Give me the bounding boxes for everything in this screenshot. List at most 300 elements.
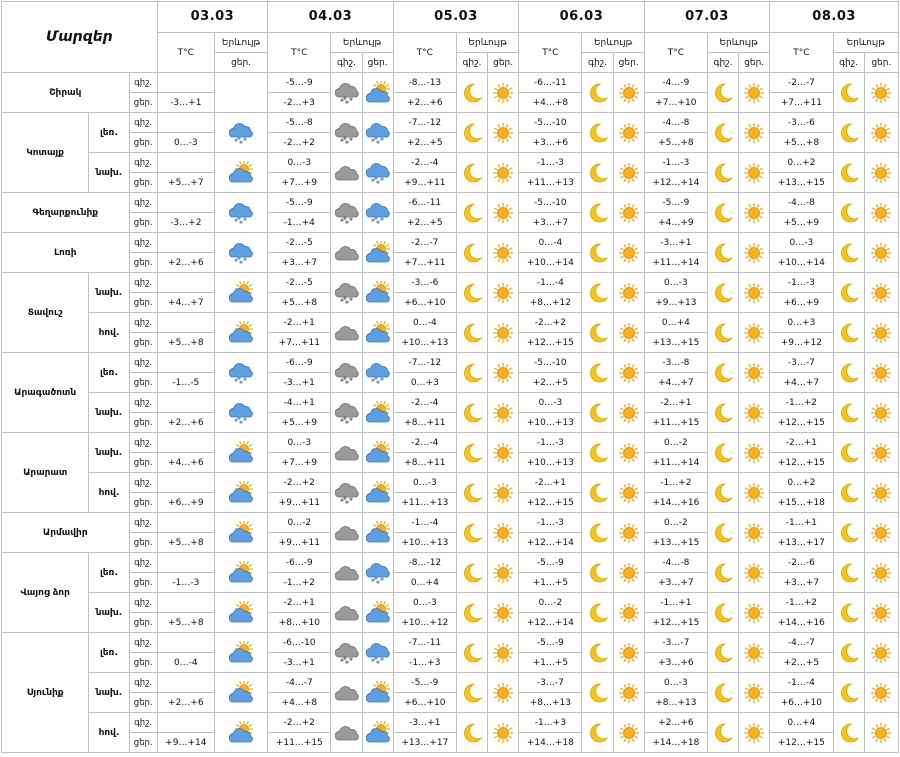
moon-icon [460,681,484,705]
moon-icon [460,441,484,465]
temperature-cell: -2…-4 [393,153,456,173]
phenomenon-cell [582,233,613,273]
temperature-cell: -2…-5 [268,273,331,293]
phenomenon-cell [488,313,519,353]
temperature-cell: -1…+2 [770,393,833,413]
phenomenon-cell [739,113,770,153]
temperature-cell: +2…+6 [644,713,707,733]
phenomenon-cell [331,513,362,553]
svg-text:✱: ✱ [373,215,378,222]
temp-col-header: T°C [268,33,331,73]
svg-text:✱: ✱ [373,175,378,182]
phenomenon-cell [456,633,487,673]
temperature-cell [157,593,214,613]
moon-icon [837,201,861,225]
time-of-day: ցեր. [129,333,157,353]
altitude-zone: նախ. [89,673,129,713]
phenomenon-cell [456,673,487,713]
temperature-cell: -5…-10 [519,193,582,213]
temperature-cell: -1…+3 [393,653,456,673]
svg-text:✱: ✱ [236,255,242,262]
date-header: 03.03 [157,2,267,33]
table-row [2,193,899,213]
svg-text:✱: ✱ [370,217,375,224]
temperature-cell: -1…+1 [770,513,833,533]
svg-text:✱: ✱ [379,136,384,143]
sun-icon [742,161,766,185]
temperature-cell: +6…+10 [393,293,456,313]
moon-icon [711,121,735,145]
temperature-cell: +12…+15 [770,733,833,753]
temperature-cell: +5…+8 [770,133,833,153]
moon-icon [586,281,610,305]
phenomenon-cell [582,473,613,513]
sun-icon [869,361,893,385]
region-name: Լոռի [2,233,130,273]
phenomenon-cell [707,593,738,633]
temperature-cell [157,393,214,413]
phenomenon-cell [331,713,362,753]
phenomenon-cell [739,273,770,313]
temperature-cell: +8…+13 [519,693,582,713]
svg-text:✱: ✱ [242,256,248,263]
phenomenon-cell [613,553,644,593]
moon-icon [586,201,610,225]
temperature-cell: 0…-2 [644,513,707,533]
region-name: Շիրակ [2,73,130,113]
temperature-cell: +3…+7 [519,213,582,233]
phenomenon-cell [362,433,393,473]
phenomenon-cell [739,633,770,673]
phenomenon-cell [214,713,267,753]
time-of-day: գիշ. [129,73,157,93]
moon-icon [460,601,484,625]
temperature-cell: 0…-3 [644,673,707,693]
phenomenon-cell [707,473,738,513]
phenomenon-cell [362,353,393,393]
phenomenon-cell [331,73,362,113]
moon-icon [460,161,484,185]
phenomenon-cell [613,473,644,513]
sun-icon [617,321,641,345]
temperature-cell [157,433,214,453]
temperature-cell: -2…-6 [770,553,833,573]
sun-cloud-icon [366,521,390,545]
sun-icon [869,721,893,745]
moon-icon [586,681,610,705]
phenomenon-cell [707,553,738,593]
sun-cloud-icon [229,641,253,665]
temperature-cell: +3…+7 [644,573,707,593]
phenomenon-cell [488,153,519,193]
temperature-cell [157,713,214,733]
sun-cloud-icon [366,241,390,265]
table-row [2,393,899,413]
temperature-cell: +12…+15 [770,453,833,473]
phenomenon-cell [331,393,362,433]
temperature-cell: +4…+7 [644,373,707,393]
snow-cloud-icon [229,121,253,145]
temperature-cell [157,673,214,693]
phenomenon-cell [362,313,393,353]
temperature-cell: -1…-3 [157,573,214,593]
phenomenon-cell [488,673,519,713]
temperature-cell: -3…-7 [519,673,582,693]
sun-cloud-icon [229,521,253,545]
night-col-header: գիշ. [331,53,362,73]
temperature-cell: +9…+14 [157,733,214,753]
temperature-cell: -1…+2 [268,573,331,593]
temperature-cell: +3…+6 [644,653,707,673]
day-col-header: ցեր. [362,53,393,73]
time-of-day: ցեր. [129,133,157,153]
sun-icon [617,81,641,105]
time-of-day: ցեր. [129,693,157,713]
altitude-zone: լեռ. [89,113,129,153]
moon-icon [837,121,861,145]
snow-cloud-icon [229,401,253,425]
moon-icon [711,441,735,465]
temperature-cell: -3…+1 [268,373,331,393]
phenomenon-cell [456,713,487,753]
phenomenon-cell [707,353,738,393]
phenomenon-cell [707,313,738,353]
moon-icon [460,361,484,385]
svg-text:✱: ✱ [344,659,349,665]
temperature-cell: +8…+11 [393,453,456,473]
moon-icon [711,161,735,185]
phenomenon-cell [456,553,487,593]
phenomenon-cell [331,313,362,353]
sun-icon [617,201,641,225]
snow-cloud-icon [366,561,390,585]
temperature-cell: +4…+7 [770,373,833,393]
sun-icon [491,521,515,545]
moon-icon [711,721,735,745]
temperature-cell: -2…+2 [268,713,331,733]
snow-cloud-icon [229,361,253,385]
phenomenon-cell [456,233,487,273]
time-of-day: ցեր. [129,493,157,513]
table-row [2,153,899,173]
sun-cloud-icon [229,721,253,745]
temperature-cell [157,153,214,173]
temperature-cell: +8…+13 [644,693,707,713]
svg-text:✱: ✱ [339,417,344,424]
sun-icon [742,81,766,105]
temperature-cell: -1…-3 [519,513,582,533]
sun-icon [869,601,893,625]
temperature-cell: +13…+17 [393,733,456,753]
temperature-cell: -2…-7 [770,73,833,93]
sun-cloud-icon [366,321,390,345]
date-header: 05.03 [393,2,519,33]
altitude-zone: նախ. [89,433,129,473]
moon-icon [460,241,484,265]
sun-cloud-icon [229,681,253,705]
phenomenon-cell [456,393,487,433]
temperature-cell: -6…-10 [268,633,331,653]
time-of-day: գիշ. [129,473,157,493]
table-row [2,673,899,693]
phenomenon-cell [833,713,864,753]
sun-cloud-icon [366,441,390,465]
temperature-cell: -3…+1 [644,233,707,253]
time-of-day: գիշ. [129,233,157,253]
region-name: Վայոց ձոր [2,553,89,633]
moon-icon [460,401,484,425]
sun-icon [742,721,766,745]
moon-icon [837,681,861,705]
table-row [2,73,899,93]
phenomenon-cell [864,353,898,393]
svg-text:✱: ✱ [379,656,384,663]
svg-text:✱: ✱ [344,379,349,385]
phenomenon-cell [362,673,393,713]
phenomenon-cell [214,193,267,233]
sun-icon [617,441,641,465]
time-of-day: ցեր. [129,653,157,673]
sun-icon [491,161,515,185]
moon-icon [837,521,861,545]
phenomenon-cell [739,553,770,593]
moon-icon [711,401,735,425]
svg-text:✱: ✱ [348,136,353,143]
sun-icon [617,641,641,665]
phenomenon-cell [864,193,898,233]
phenomenon-cell [864,593,898,633]
temperature-cell [157,513,214,533]
date-header: 06.03 [519,2,645,33]
sun-icon [491,401,515,425]
phenomenon-cell [833,153,864,193]
phenomenon-cell [362,233,393,273]
sun-cloud-icon [229,281,253,305]
altitude-zone: հով. [89,473,129,513]
grey-cloud-snow-icon [335,481,359,505]
temperature-cell: -1…+1 [644,593,707,613]
svg-text:✱: ✱ [379,376,384,383]
temperature-cell: -2…+1 [770,433,833,453]
temperature-cell: -6…-9 [268,353,331,373]
temperature-cell: -3…+1 [393,713,456,733]
temperature-cell: 0…+2 [770,473,833,493]
time-of-day: ցեր. [129,733,157,753]
phenomenon-cell [707,273,738,313]
moon-icon [460,81,484,105]
temperature-cell: 0…-2 [519,593,582,613]
table-row [2,713,899,733]
phenomenon-cell [833,273,864,313]
temperature-cell: +1…+5 [519,573,582,593]
phenomenon-cell [739,153,770,193]
phenomenon-cell [707,393,738,433]
phenomenon-cell [613,113,644,153]
temperature-cell: -3…-7 [644,633,707,653]
temperature-cell: 0…-2 [268,513,331,533]
sun-cloud-icon [366,601,390,625]
sun-cloud-icon [229,441,253,465]
phenomenon-cell [613,193,644,233]
time-of-day: գիշ. [129,153,157,173]
phenomenon-cell [582,633,613,673]
sun-icon [742,401,766,425]
svg-text:✱: ✱ [344,299,349,305]
temperature-cell: +11…+15 [268,733,331,753]
phenomenon-cell [739,73,770,113]
moon-icon [837,561,861,585]
temperature-cell: -5…-9 [393,673,456,693]
sun-icon [617,361,641,385]
sun-icon [617,601,641,625]
moon-icon [586,81,610,105]
temperature-cell: +2…+5 [393,133,456,153]
svg-text:✱: ✱ [342,215,347,222]
snow-cloud-icon [366,121,390,145]
phenomenon-cell [613,153,644,193]
phenomenon-cell [833,673,864,713]
phenomenon-cell [331,473,362,513]
time-of-day: գիշ. [129,553,157,573]
phenomenon-cell [864,633,898,673]
phenomenon-cell [739,233,770,273]
grey-cloud-snow-icon [335,281,359,305]
moon-icon [711,201,735,225]
phenomenon-cell [488,353,519,393]
svg-text:✱: ✱ [373,135,378,142]
temperature-cell: +2…+5 [393,213,456,233]
phenomenon-cell [582,553,613,593]
sun-icon [742,241,766,265]
temperature-cell: +2…+6 [393,93,456,113]
table-row [2,513,899,533]
phenomenon-cell [456,113,487,153]
temperature-cell: 0…-3 [268,153,331,173]
temperature-cell: 0…-3 [157,133,214,153]
temperature-cell: +14…+18 [644,733,707,753]
moon-icon [837,241,861,265]
temperature-cell: -5…-10 [519,353,582,373]
altitude-zone: նախ. [89,273,129,313]
phenomenon-cell [864,553,898,593]
moon-icon [586,321,610,345]
temperature-cell: +2…+6 [157,253,214,273]
phenomenon-cell [864,273,898,313]
temperature-cell: +2…+5 [519,373,582,393]
grey-cloud-snow-icon [335,81,359,105]
sun-icon [617,721,641,745]
moon-icon [586,241,610,265]
temperature-cell: -3…+1 [157,93,214,113]
phenomenon-cell [739,473,770,513]
svg-text:✱: ✱ [233,417,239,424]
temperature-cell: -2…-7 [393,233,456,253]
temperature-cell [157,473,214,493]
moon-icon [837,481,861,505]
phenomenon-cell [488,233,519,273]
moon-icon [711,681,735,705]
svg-text:✱: ✱ [238,139,244,145]
sun-icon [491,641,515,665]
temperature-cell: 0…-4 [157,653,214,673]
phenomenon-col-header: Երևույթ [331,33,393,53]
phenomenon-cell [456,433,487,473]
phenomenon-cell [613,353,644,393]
moon-icon [711,641,735,665]
phenomenon-cell [331,233,362,273]
phenomenon-cell [707,433,738,473]
snow-cloud-icon [366,361,390,385]
moon-icon [711,521,735,545]
temperature-cell: -3…-6 [393,273,456,293]
phenomenon-cell [456,593,487,633]
sun-cloud-icon [366,401,390,425]
moon-icon [837,441,861,465]
phenomenon-cell [739,353,770,393]
time-of-day: գիշ. [129,273,157,293]
phenomenon-cell [707,113,738,153]
temperature-cell: +11…+14 [644,453,707,473]
svg-text:✱: ✱ [375,179,380,185]
svg-text:✱: ✱ [238,219,244,225]
sun-icon [869,441,893,465]
temperature-cell: +5…+8 [268,293,331,313]
phenomenon-cell [362,513,393,553]
temperature-cell: +12…+14 [519,533,582,553]
temperature-cell: +14…+18 [519,733,582,753]
sun-icon [869,641,893,665]
svg-text:✱: ✱ [238,379,244,385]
moon-icon [837,281,861,305]
svg-text:✱: ✱ [344,499,349,505]
temperature-cell: 0…+2 [770,153,833,173]
svg-text:✱: ✱ [348,416,353,423]
phenomenon-cell [864,233,898,273]
svg-text:✱: ✱ [339,137,344,144]
temperature-cell: -1…-3 [644,153,707,173]
temperature-cell: -1…+3 [519,713,582,733]
phenomenon-cell [362,473,393,513]
phenomenon-cell [864,673,898,713]
svg-text:✱: ✱ [370,177,375,184]
svg-text:✱: ✱ [339,97,344,104]
sun-icon [491,481,515,505]
temperature-cell: -2…-4 [393,393,456,413]
snow-cloud-icon [366,641,390,665]
temperature-cell: -1…-3 [770,273,833,293]
sun-icon [742,441,766,465]
temperature-cell: 0…+4 [393,573,456,593]
grey-cloud-icon [335,321,359,345]
svg-text:✱: ✱ [342,95,347,102]
time-of-day: գիշ. [129,633,157,653]
phenomenon-cell [864,393,898,433]
region-name: Գեղարքունիք [2,193,130,233]
temperature-cell: -2…+2 [268,133,331,153]
day-col-header: ցեր. [488,53,519,73]
moon-icon [711,481,735,505]
temperature-cell: +14…+16 [770,613,833,633]
svg-text:✱: ✱ [370,577,375,584]
grey-cloud-snow-icon [335,641,359,665]
temperature-cell: +10…+13 [393,333,456,353]
temperature-cell: +6…+10 [393,693,456,713]
temperature-cell: -7…-12 [393,353,456,373]
phenomenon-cell [214,233,267,273]
temperature-cell: -1…-3 [519,153,582,173]
temperature-cell [157,313,214,333]
grey-cloud-icon [335,441,359,465]
